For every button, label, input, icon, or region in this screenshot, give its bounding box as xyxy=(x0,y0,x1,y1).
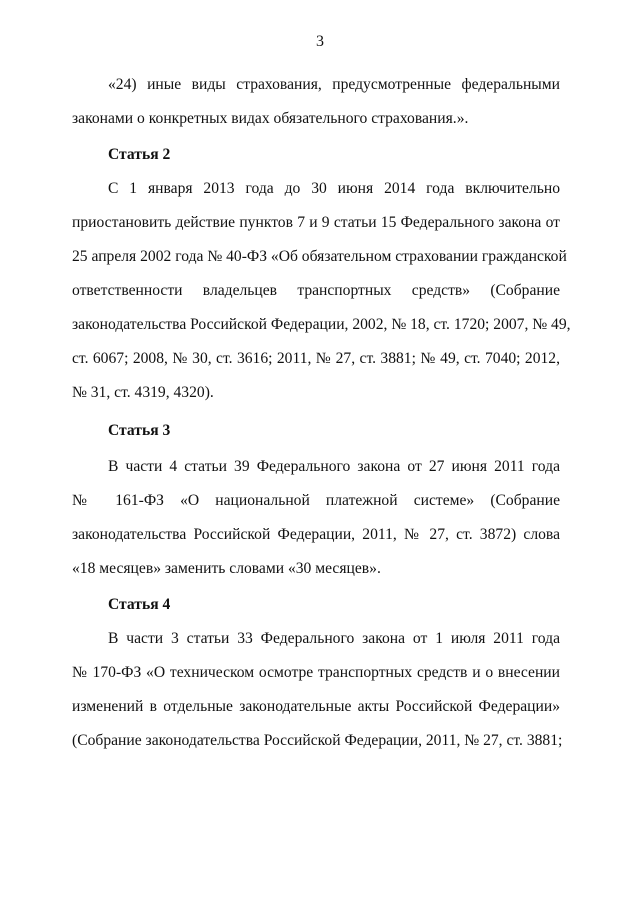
article-2-body xyxy=(72,172,571,410)
page-number: 3 xyxy=(316,33,324,50)
article-heading: Статья 4 xyxy=(108,596,171,613)
article-2 xyxy=(72,138,560,172)
text-line: ст. 6067; 2008, № 30, ст. 3616; 2011, № 27, ст. 3881; № 49, ст. 7040; 2012, xyxy=(72,350,560,367)
text-line: законодательства Российской Федерации, 2002, № 18, ст. 1720; 2007, № 49, xyxy=(72,316,571,333)
article-heading: Статья 2 xyxy=(108,146,171,163)
text-line: В части 3 статьи 33 Федерального закона от 1 июля 2011 года xyxy=(108,630,560,647)
text-line: С 1 января 2013 года до 30 июня 2014 года включительно xyxy=(108,180,560,197)
text-line: «24) иные виды страхования, предусмотренные федеральными xyxy=(108,76,560,93)
text-line: № 161-ФЗ «О национальной платежной системе» (Собрание xyxy=(72,492,560,509)
text-line: 25 апреля 2002 года № 40-ФЗ «Об обязательном страховании гражданской xyxy=(72,248,567,265)
text-line: ответственности владельцев транспортных средств» (Собрание xyxy=(72,282,560,299)
text-line: законодательства Российской Федерации, 2011, № 27, ст. 3872) слова xyxy=(72,526,560,543)
article-4 xyxy=(72,588,560,622)
text-line: законами о конкретных видах обязательного страхования.». xyxy=(72,110,469,127)
text-line: (Собрание законодательства Российской Федерации, 2011, № 27, ст. 3881; xyxy=(72,732,563,749)
text-line: «18 месяцев» заменить словами «30 месяцев». xyxy=(72,560,381,577)
text-line: В части 4 статьи 39 Федерального закона от 27 июня 2011 года xyxy=(108,458,560,475)
article-3-body xyxy=(72,450,560,586)
article-heading: Статья 3 xyxy=(108,422,171,439)
text-line: № 31, ст. 4319, 4320). xyxy=(72,384,214,401)
text-line: приостановить действие пунктов 7 и 9 статьи 15 Федерального закона от xyxy=(72,214,560,231)
article-4-body xyxy=(72,622,563,758)
paragraph-continuation xyxy=(72,68,560,136)
text-line: изменений в отдельные законодательные акты Российской Федерации» xyxy=(72,698,560,715)
article-3 xyxy=(72,414,560,448)
text-line: № 170-ФЗ «О техническом осмотре транспортных средств и о внесении xyxy=(72,664,560,681)
